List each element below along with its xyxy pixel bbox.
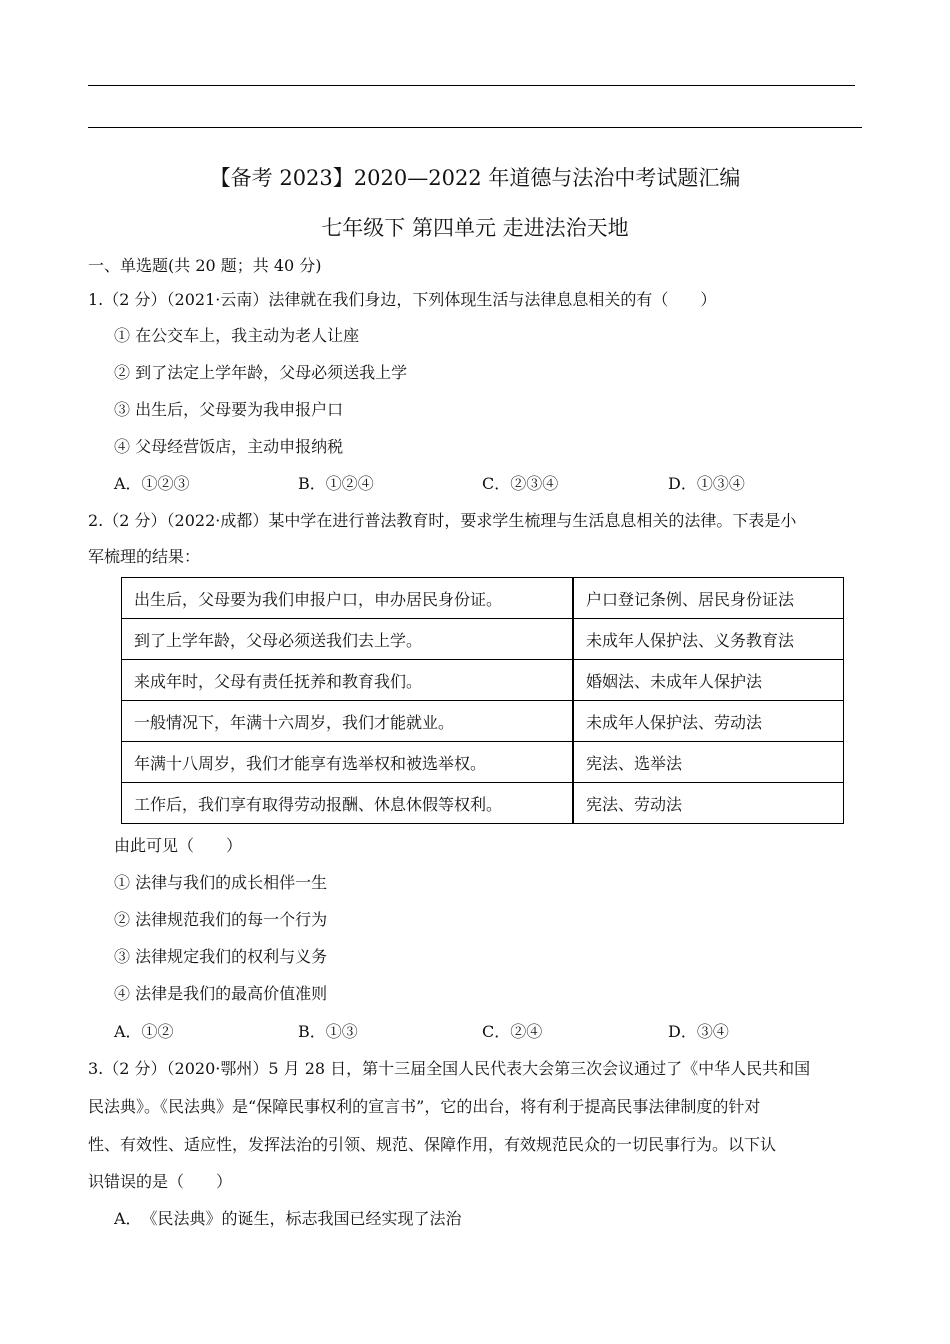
table-row: [122, 619, 844, 660]
table-cell-law: 户口登记条例、居民身份证法: [573, 578, 844, 619]
table-cell-situation: 年满十八周岁，我们才能享有选举权和被选举权。: [122, 742, 574, 783]
q2-item-1: ① 法律与我们的成长相伴一生: [114, 873, 328, 892]
q2-stem-line-2: 军梳理的结果：: [88, 547, 201, 566]
q1-item-3: ③ 出生后，父母要为我申报户口: [114, 400, 344, 419]
q2-option-d: D．③④: [668, 1022, 729, 1041]
q3-option-a: A． 《民法典》的诞生，标志我国已经实现了法治: [114, 1209, 462, 1228]
q1-option-b: B．①②④: [298, 474, 374, 493]
q1-stem: 1.（2 分）（2021·云南）法律就在我们身边，下列体现生活与法律息息相关的有（ ）: [88, 290, 717, 309]
q2-item-4: ④ 法律是我们的最高价值准则: [114, 984, 328, 1003]
section-heading: 一、单选题(共 20 题；共 40 分): [88, 256, 322, 275]
q3-stem-line-2: 民法典》。《民法典》是“保障民事权利的宣言书”，它的出台，将有利于提高民事法律制度的针对: [88, 1097, 761, 1116]
table-cell-law: 宪法、劳动法: [573, 783, 844, 824]
q2-option-c: C．②④: [482, 1022, 543, 1041]
q2-item-2: ② 法律规范我们的每一个行为: [114, 910, 328, 929]
document-title: 【备考 2023】2020—2022 年道德与法治中考试题汇编: [209, 166, 741, 190]
table-cell-law: 未成年人保护法、劳动法: [573, 701, 844, 742]
q2-item-3: ③ 法律规定我们的权利与义务: [114, 947, 328, 966]
q3-stem-line-4: 识错误的是（ ）: [88, 1172, 233, 1191]
table-row: [122, 783, 844, 824]
q3-stem-line-1: 3.（2 分）（2020·鄂州）5 月 28 日，第十三届全国人民代表大会第三次会议通过了《中华人民共和国: [88, 1059, 811, 1078]
q1-option-d: D．①③④: [668, 474, 745, 493]
header-rule-top: [88, 85, 855, 86]
q2-option-a: A．①②: [114, 1022, 174, 1041]
q3-stem-line-3: 性、有效性、适应性，发挥法治的引领、规范、保障作用，有效规范民众的一切民事行为。以下认: [88, 1135, 777, 1154]
q1-item-4: ④ 父母经营饭店，主动申报纳税: [114, 437, 344, 456]
q1-item-1: ① 在公交车上，我主动为老人让座: [114, 326, 360, 345]
table-cell-law: 宪法、选举法: [573, 742, 844, 783]
table-cell-law: 未成年人保护法、义务教育法: [573, 619, 844, 660]
q1-item-2: ② 到了法定上学年龄，父母必须送我上学: [114, 363, 408, 382]
table-cell-situation: 出生后，父母要为我们申报户口，申办居民身份证。: [122, 578, 574, 619]
table-cell-situation: 一般情况下，年满十六周岁，我们才能就业。: [122, 701, 574, 742]
table-cell-situation: 来成年时，父母有责任抚养和教育我们。: [122, 660, 574, 701]
table-row: [122, 660, 844, 701]
q2-option-b: B．①③: [298, 1022, 358, 1041]
table-cell-situation: 工作后，我们享有取得劳动报酬、休息休假等权利。: [122, 783, 574, 824]
q1-option-a: A．①②③: [114, 474, 190, 493]
table-row: [122, 578, 844, 619]
header-rule-bottom: [88, 127, 862, 128]
table-row: [122, 701, 844, 742]
q2-law-table: [121, 577, 844, 824]
table-cell-situation: 到了上学年龄，父母必须送我们去上学。: [122, 619, 574, 660]
document-subtitle: 七年级下 第四单元 走进法治天地: [321, 216, 629, 240]
table-row: [122, 742, 844, 783]
q2-stem-line-1: 2.（2 分）（2022·成都）某中学在进行普法教育时，要求学生梳理与生活息息相关的法律。下表是小: [88, 511, 797, 530]
q1-option-c: C．②③④: [482, 474, 559, 493]
q2-lead: 由此可见（ ）: [114, 836, 243, 855]
table-cell-law: 婚姻法、未成年人保护法: [573, 660, 844, 701]
